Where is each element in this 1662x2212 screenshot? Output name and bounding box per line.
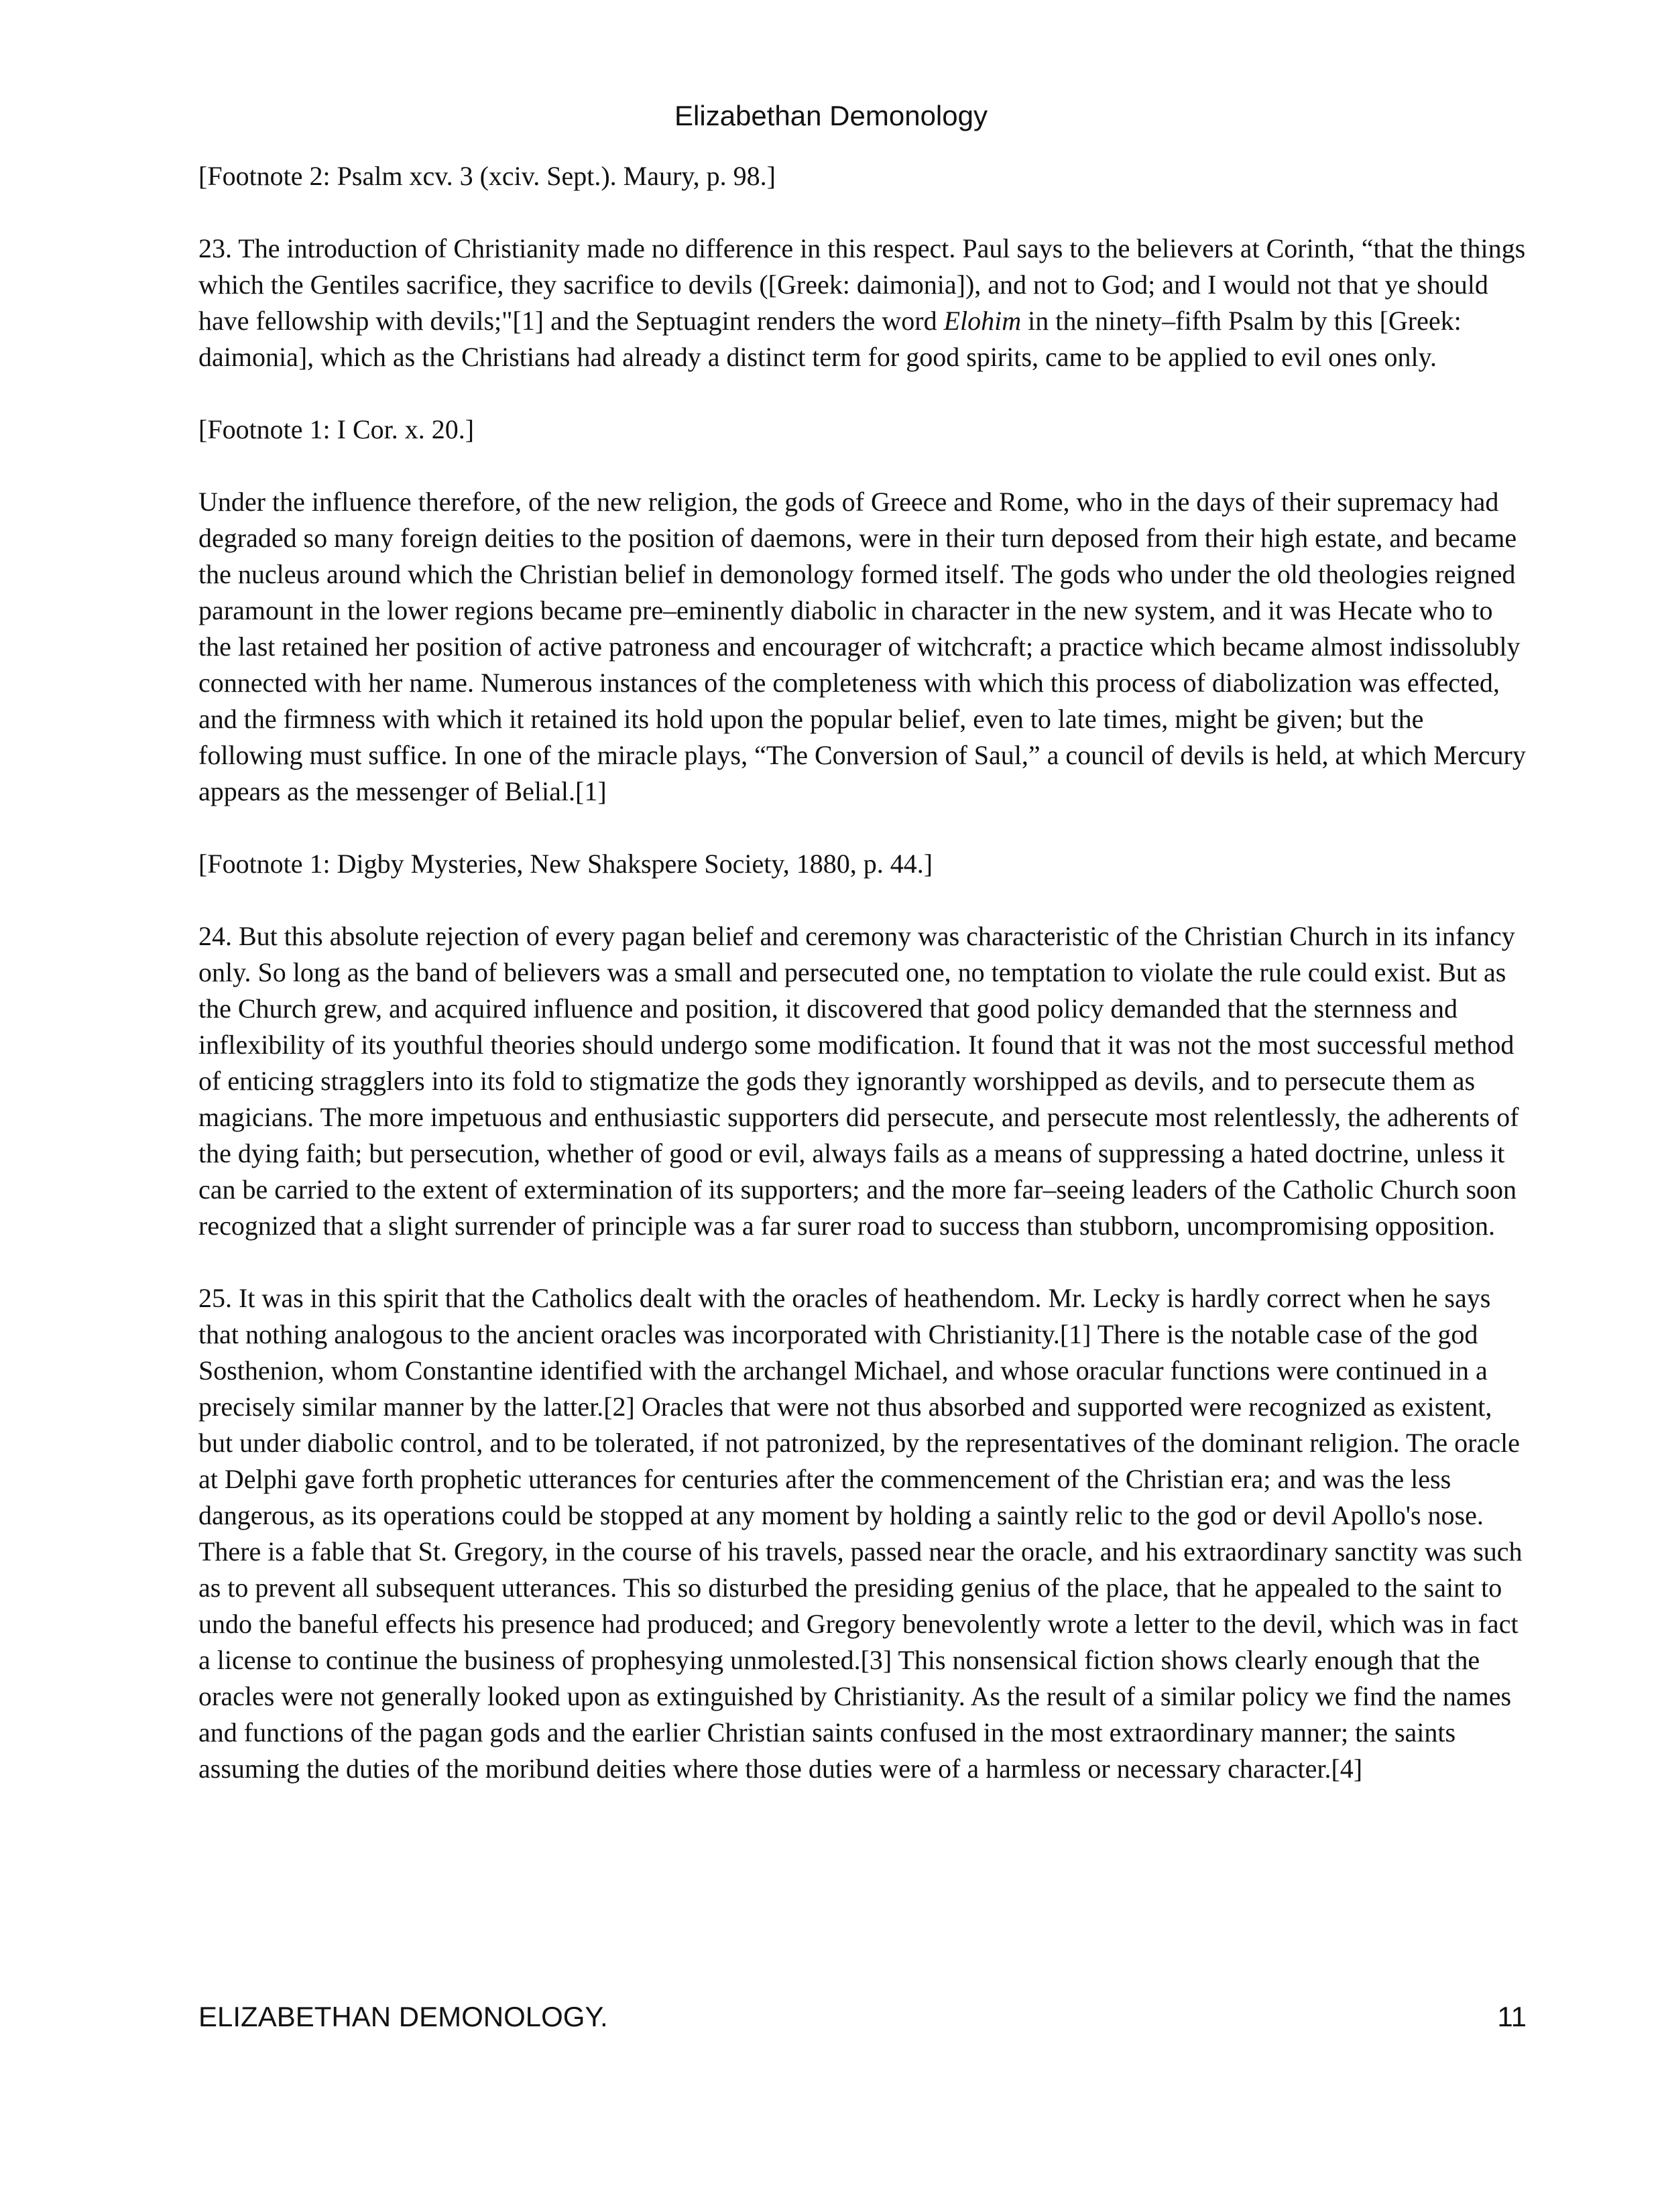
footnote-digby: [Footnote 1: Digby Mysteries, New Shakspere Society, 1880, p. 44.] [198,849,933,879]
paragraph-24: 24. But this absolute rejection of every pagan belief and ceremony was characteristic of the Christian Church in its infancy only. So long as the band of believers was a small and persecuted one, no temptation to violate the rule could exist. But as the Church grew, and acquired influence and position, it discovered that good policy demanded that the sternness and inflexibility of its youthful theories should undergo some modification. It found that it was not the most successful method of enticing stragglers into its fold to stigmatize the gods they ignorantly worshipped as devils, and to persecute them as magicians. The more impetuous and enthusiastic supporters did persecute, and persecute most relentlessly, the adherents of the dying faith; but persecution, whether of good or evil, always fails as a means of suppressing a hated doctrine, unless it can be carried to the extent of extermination of its supporters; and the more far–seeing leaders of the Catholic Church soon recognized that a slight surrender of principle was a far surer road to success than stubborn, uncompromising opposition. [198,921,1519,1241]
paragraph-new-religion: Under the influence therefore, of the new religion, the gods of Greece and Rome, who in the days of their supremacy had degraded so many foreign deities to the position of daemons, were in their turn deposed from their high estate, and became the nucleus around which the Christian belief in demonology formed itself. The gods who under the old theologies reigned paramount in the lower regions became pre–eminently diabolic in character in the new system, and it was Hecate who to the last retained her position of active patroness and encourager of witchcraft; a practice which became almost indissolubly connected with her name. Numerous instances of the completeness with which this process of diabolization was effected, and the firmness with which it retained its hold upon the popular belief, even to late times, might be given; but the following must suffice. In one of the miracle plays, “The Conversion of Saul,” a council of devils is held, at which Mercury appears as the messenger of Belial.[1] [198,487,1526,806]
elohim-italic: Elohim [943,306,1022,336]
running-header: Elizabethan Demonology [674,100,988,131]
page-body [198,158,1526,1823]
footer-book-title: ELIZABETHAN DEMONOLOGY. [198,2001,608,2032]
paragraph-23-text-start: 23. The introduction of Christianity made no difference in this respect. Paul says to the believers at Corinth, “that the things which the Gentiles sacrifice, they sacrifice to devils ([Greek: daimonia]), and not to God; and I would not that ye should have fellowship with devils;"[1] and the Septuagint renders the word [198,233,1526,336]
paragraph-23 [198,231,1526,375]
paragraph-25: 25. It was in this spirit that the Catholics dealt with the oracles of heathendom. Mr. Lecky is hardly correct when he says that nothing analogous to the ancient oracles was incorporated with Christianity.[1] There is the notable case of the god Sosthenion, whom Constantine identified with the archangel Michael, and whose oracular functions were continued in a precisely similar manner by the latter.[2] Oracles that were not thus absorbed and supported were recognized as existent, but under diabolic control, and to be tolerated, if not patronized, by the representatives of the dominant religion. The oracle at Delphi gave forth prophetic utterances for centuries after the commencement of the Christian era; and was the less dangerous, as its operations could be stopped at any moment by holding a saintly relic to the god or devil Apollo's nose. There is a fable that St. Gregory, in the course of his travels, passed near the oracle, and his extraordinary sanctity was such as to prevent all subsequent utterances. This so disturbed the presiding genius of the place, that he appealed to the saint to undo the baneful effects his presence had produced; and Gregory benevolently wrote a letter to the devil, which was in fact a license to continue the business of prophesying unmolested.[3] This nonsensical fiction shows clearly enough that the oracles were not generally looked upon as extinguished by Christianity. As the result of a similar policy we find the names and functions of the pagan gods and the earlier Christian saints confused in the most extraordinary manner; the saints assuming the duties of the moribund deities where those duties were of a harmless or necessary character.[4] [198,1283,1523,1784]
footer-page-number: 11 [1497,2001,1527,2032]
footnote-psalm: [Footnote 2: Psalm xcv. 3 (xciv. Sept.). Maury, p. 98.] [198,161,776,191]
footnote-corinthians: [Footnote 1: I Cor. x. 20.] [198,414,475,444]
paragraph-23-text-end: in the ninety–fifth Psalm by this [Greek: daimonia], which as the Christians had already a distinct term for good spirits, came to be applied to evil ones only. [198,306,1462,372]
